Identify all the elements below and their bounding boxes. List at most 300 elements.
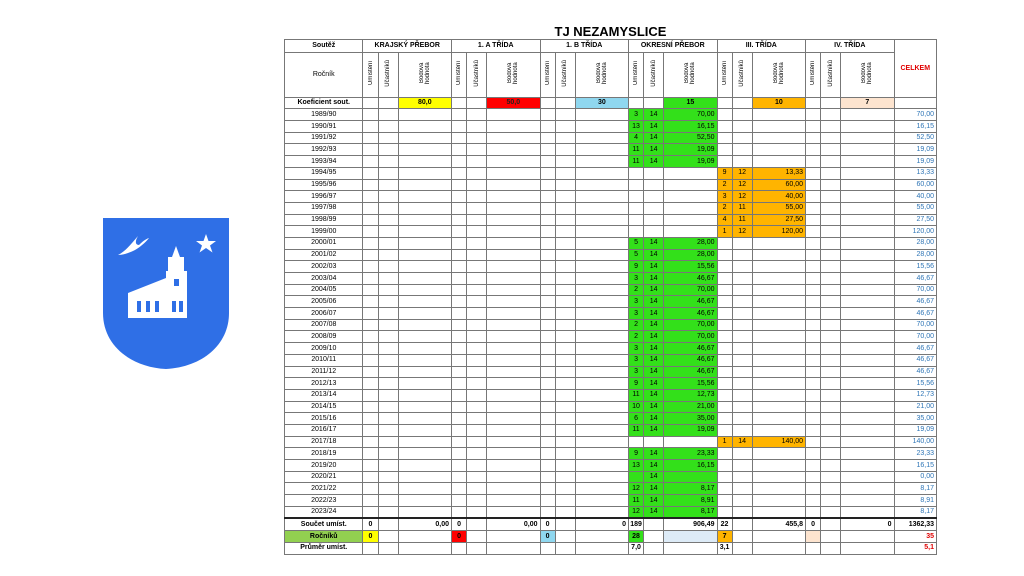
empty-cell <box>398 483 451 495</box>
empty-cell <box>398 471 451 483</box>
empty-cell <box>555 413 575 425</box>
empty-cell <box>575 366 628 378</box>
empty-cell <box>629 214 644 226</box>
empty-cell <box>717 308 732 320</box>
empty-cell <box>398 401 451 413</box>
empty-cell <box>487 343 540 355</box>
empty-cell <box>363 308 378 320</box>
point-value: 15,56 <box>664 261 717 273</box>
point-value: 120,00 <box>752 226 805 238</box>
empty-cell <box>752 144 805 156</box>
season-row <box>285 401 937 413</box>
empty-cell <box>452 179 467 191</box>
empty-cell <box>452 97 467 109</box>
empty-cell <box>575 296 628 308</box>
empty-cell <box>487 156 540 168</box>
empty-cell <box>467 144 487 156</box>
empty-cell <box>555 109 575 121</box>
empty-cell <box>378 202 398 214</box>
empty-cell <box>487 214 540 226</box>
empty-cell <box>540 495 555 507</box>
empty-cell <box>467 121 487 133</box>
empty-cell <box>487 366 540 378</box>
empty-cell <box>555 378 575 390</box>
empty-cell <box>752 354 805 366</box>
seasons-count: 28 <box>629 531 644 543</box>
empty-cell <box>378 471 398 483</box>
season-row <box>285 144 937 156</box>
participants: 14 <box>644 237 664 249</box>
empty-cell <box>575 191 628 203</box>
empty-cell <box>841 319 894 331</box>
empty-cell <box>841 424 894 436</box>
season-row <box>285 273 937 285</box>
empty-cell <box>841 273 894 285</box>
empty-cell <box>841 413 894 425</box>
point-value: 70,00 <box>664 284 717 296</box>
participants: 14 <box>644 249 664 261</box>
season-year: 2015/16 <box>285 413 363 425</box>
season-row <box>285 202 937 214</box>
empty-cell <box>752 284 805 296</box>
season-total: 15,56 <box>894 261 936 273</box>
empty-cell <box>555 156 575 168</box>
empty-cell <box>841 202 894 214</box>
season-total: 70,00 <box>894 284 936 296</box>
season-year: 2011/12 <box>285 366 363 378</box>
empty-cell <box>378 167 398 179</box>
empty-cell <box>487 331 540 343</box>
empty-cell <box>555 331 575 343</box>
empty-cell <box>363 483 378 495</box>
empty-cell <box>467 156 487 168</box>
empty-cell <box>752 109 805 121</box>
empty-cell <box>664 436 717 448</box>
empty-cell <box>540 436 555 448</box>
empty-cell <box>841 531 894 543</box>
subcolumn-header <box>575 53 628 98</box>
empty-cell <box>452 214 467 226</box>
empty-cell <box>717 424 732 436</box>
empty-cell <box>806 366 821 378</box>
empty-cell <box>467 249 487 261</box>
average-row <box>285 542 937 554</box>
empty-cell <box>717 261 732 273</box>
empty-cell <box>732 284 752 296</box>
empty-cell <box>664 202 717 214</box>
subcolumn-label: Účastníků <box>739 59 746 87</box>
empty-cell <box>398 319 451 331</box>
empty-cell <box>821 179 841 191</box>
empty-cell <box>575 413 628 425</box>
empty-cell <box>806 448 821 460</box>
empty-cell <box>752 343 805 355</box>
empty-cell <box>378 354 398 366</box>
empty-cell <box>717 331 732 343</box>
empty-cell <box>467 237 487 249</box>
empty-cell <box>452 366 467 378</box>
empty-cell <box>806 179 821 191</box>
empty-cell <box>467 132 487 144</box>
season-row <box>285 191 937 203</box>
empty-cell <box>555 319 575 331</box>
season-row <box>285 284 937 296</box>
participants: 14 <box>644 378 664 390</box>
empty-cell <box>555 495 575 507</box>
sum-placement: 0 <box>806 518 821 530</box>
empty-cell <box>806 296 821 308</box>
placement: 4 <box>717 214 732 226</box>
empty-cell <box>841 471 894 483</box>
season-row <box>285 389 937 401</box>
season-year: 1998/99 <box>285 214 363 226</box>
empty-cell <box>806 424 821 436</box>
empty-cell <box>841 401 894 413</box>
empty-cell <box>540 202 555 214</box>
average-placement <box>452 542 467 554</box>
empty-cell <box>555 237 575 249</box>
empty-cell <box>806 284 821 296</box>
empty-cell <box>487 531 540 543</box>
season-total: 12,73 <box>894 389 936 401</box>
empty-cell <box>378 518 398 530</box>
empty-cell <box>398 413 451 425</box>
empty-cell <box>540 460 555 472</box>
empty-cell <box>555 296 575 308</box>
empty-cell <box>752 237 805 249</box>
rocnik-label: Ročník <box>285 53 363 98</box>
placement: 12 <box>629 483 644 495</box>
empty-cell <box>806 413 821 425</box>
empty-cell <box>575 273 628 285</box>
season-total: 46,67 <box>894 343 936 355</box>
empty-cell <box>806 343 821 355</box>
empty-cell <box>452 436 467 448</box>
subcolumn-label: Bodová hodnota <box>507 62 520 84</box>
empty-cell <box>467 471 487 483</box>
empty-cell <box>732 542 752 554</box>
season-total: 46,67 <box>894 354 936 366</box>
placement: 3 <box>629 296 644 308</box>
point-value: 8,91 <box>664 495 717 507</box>
koeficient-value: 10 <box>752 97 805 109</box>
empty-cell <box>398 506 451 518</box>
empty-cell <box>732 448 752 460</box>
empty-cell <box>487 483 540 495</box>
empty-cell <box>806 460 821 472</box>
empty-cell <box>363 261 378 273</box>
average-total: 5,1 <box>894 542 936 554</box>
empty-cell <box>575 542 628 554</box>
empty-cell <box>821 167 841 179</box>
empty-cell <box>363 144 378 156</box>
season-total: 27,50 <box>894 214 936 226</box>
empty-cell <box>806 436 821 448</box>
empty-cell <box>378 366 398 378</box>
empty-cell <box>467 202 487 214</box>
average-placement: 3,1 <box>717 542 732 554</box>
empty-cell <box>841 448 894 460</box>
point-value: 46,67 <box>664 296 717 308</box>
empty-cell <box>841 343 894 355</box>
empty-cell <box>467 343 487 355</box>
empty-cell <box>487 471 540 483</box>
sheet-title: TJ NEZAMYSLICE <box>554 24 667 39</box>
empty-cell <box>575 226 628 238</box>
empty-cell <box>806 156 821 168</box>
subcolumn-header <box>398 53 451 98</box>
empty-cell <box>629 191 644 203</box>
empty-cell <box>467 483 487 495</box>
season-row <box>285 506 937 518</box>
seasons-count: 0 <box>363 531 378 543</box>
empty-cell <box>717 273 732 285</box>
empty-cell <box>752 121 805 133</box>
average-placement <box>363 542 378 554</box>
empty-cell <box>717 389 732 401</box>
empty-cell <box>555 308 575 320</box>
placement: 5 <box>629 237 644 249</box>
point-value <box>664 471 717 483</box>
empty-cell <box>487 308 540 320</box>
empty-cell <box>575 308 628 320</box>
empty-cell <box>821 121 841 133</box>
season-total: 8,91 <box>894 495 936 507</box>
empty-cell <box>664 214 717 226</box>
empty-cell <box>452 261 467 273</box>
empty-cell <box>752 378 805 390</box>
empty-cell <box>363 343 378 355</box>
subcolumn-header <box>752 53 805 98</box>
empty-cell <box>575 249 628 261</box>
empty-cell <box>732 531 752 543</box>
subcolumn-label: Bodová hodnota <box>861 62 874 84</box>
koeficient-value: 7 <box>841 97 894 109</box>
empty-cell <box>664 542 717 554</box>
empty-cell <box>732 354 752 366</box>
empty-cell <box>575 401 628 413</box>
empty-cell <box>644 97 664 109</box>
empty-cell <box>717 109 732 121</box>
placement: 2 <box>629 284 644 296</box>
empty-cell <box>806 331 821 343</box>
empty-cell <box>467 109 487 121</box>
empty-cell <box>378 389 398 401</box>
season-total: 19,09 <box>894 156 936 168</box>
subcolumn-header <box>821 53 841 98</box>
empty-cell <box>452 191 467 203</box>
empty-cell <box>717 237 732 249</box>
empty-cell <box>378 319 398 331</box>
prumer-label: Průměr umíst. <box>285 542 363 554</box>
league-header: KRAJSKÝ PŘEBOR <box>363 40 452 53</box>
empty-cell <box>363 319 378 331</box>
season-total: 23,33 <box>894 448 936 460</box>
empty-cell <box>467 226 487 238</box>
empty-cell <box>452 226 467 238</box>
empty-cell <box>806 214 821 226</box>
empty-cell <box>841 132 894 144</box>
empty-cell <box>821 531 841 543</box>
empty-cell <box>487 460 540 472</box>
empty-cell <box>821 214 841 226</box>
subcolumn-header <box>452 53 467 98</box>
participants: 12 <box>732 226 752 238</box>
subcolumn-label: Umístění <box>367 60 374 85</box>
season-year: 2003/04 <box>285 273 363 285</box>
empty-cell <box>806 389 821 401</box>
empty-cell <box>467 319 487 331</box>
empty-cell <box>555 366 575 378</box>
placement <box>629 471 644 483</box>
empty-cell <box>821 296 841 308</box>
empty-cell <box>752 542 805 554</box>
subcolumn-header <box>487 53 540 98</box>
empty-cell <box>378 226 398 238</box>
empty-cell <box>555 226 575 238</box>
season-total: 28,00 <box>894 237 936 249</box>
empty-cell <box>540 273 555 285</box>
empty-cell <box>378 179 398 191</box>
season-total: 140,00 <box>894 436 936 448</box>
empty-cell <box>555 273 575 285</box>
empty-cell <box>644 179 664 191</box>
empty-cell <box>363 132 378 144</box>
seasons-count <box>806 531 821 543</box>
season-year: 1993/94 <box>285 156 363 168</box>
placement: 1 <box>717 226 732 238</box>
empty-cell <box>717 495 732 507</box>
empty-cell <box>555 401 575 413</box>
point-value: 8,17 <box>664 506 717 518</box>
empty-cell <box>752 132 805 144</box>
empty-cell <box>540 366 555 378</box>
empty-cell <box>644 518 664 530</box>
empty-cell <box>555 343 575 355</box>
empty-cell <box>629 97 644 109</box>
participants: 14 <box>644 308 664 320</box>
subcolumn-label: Umístění <box>544 60 551 85</box>
subcolumn-label: Účastníků <box>385 59 392 87</box>
season-year: 2008/09 <box>285 331 363 343</box>
empty-cell <box>452 284 467 296</box>
empty-cell <box>806 97 821 109</box>
empty-cell <box>821 132 841 144</box>
empty-cell <box>467 424 487 436</box>
season-row <box>285 448 937 460</box>
participants: 14 <box>644 261 664 273</box>
empty-cell <box>378 495 398 507</box>
empty-cell <box>555 506 575 518</box>
empty-cell <box>398 542 451 554</box>
empty-cell <box>487 354 540 366</box>
season-year: 2022/23 <box>285 495 363 507</box>
empty-cell <box>540 132 555 144</box>
season-row <box>285 483 937 495</box>
season-total: 70,00 <box>894 331 936 343</box>
empty-cell <box>363 366 378 378</box>
participants: 14 <box>732 436 752 448</box>
empty-cell <box>452 460 467 472</box>
subcolumn-label: Bodová hodnota <box>595 62 608 84</box>
empty-cell <box>398 366 451 378</box>
koeficient-row <box>285 97 937 109</box>
empty-cell <box>378 156 398 168</box>
participants: 14 <box>644 389 664 401</box>
empty-cell <box>841 261 894 273</box>
point-value: 15,56 <box>664 378 717 390</box>
season-row <box>285 214 937 226</box>
empty-cell <box>717 471 732 483</box>
empty-cell <box>452 308 467 320</box>
empty-cell <box>487 121 540 133</box>
empty-cell <box>378 284 398 296</box>
empty-cell <box>575 483 628 495</box>
empty-cell <box>487 191 540 203</box>
empty-cell <box>717 121 732 133</box>
participants: 14 <box>644 471 664 483</box>
placement: 3 <box>629 109 644 121</box>
empty-cell <box>363 237 378 249</box>
empty-cell <box>821 424 841 436</box>
empty-cell <box>644 191 664 203</box>
empty-cell <box>821 354 841 366</box>
season-year: 1999/00 <box>285 226 363 238</box>
season-year: 1995/96 <box>285 179 363 191</box>
empty-cell <box>452 483 467 495</box>
empty-cell <box>467 518 487 530</box>
season-year: 2000/01 <box>285 237 363 249</box>
empty-cell <box>398 261 451 273</box>
empty-cell <box>378 378 398 390</box>
empty-cell <box>732 401 752 413</box>
season-row <box>285 308 937 320</box>
season-row <box>285 237 937 249</box>
empty-cell <box>841 378 894 390</box>
empty-cell <box>644 214 664 226</box>
league-header: 1. B TŘÍDA <box>540 40 629 53</box>
season-row <box>285 167 937 179</box>
empty-cell <box>452 354 467 366</box>
empty-cell <box>467 378 487 390</box>
empty-cell <box>452 343 467 355</box>
empty-cell <box>806 191 821 203</box>
empty-cell <box>378 214 398 226</box>
results-spreadsheet <box>284 24 937 555</box>
season-row <box>285 156 937 168</box>
empty-cell <box>841 331 894 343</box>
empty-cell <box>821 378 841 390</box>
point-value: 46,67 <box>664 354 717 366</box>
season-year: 2021/22 <box>285 483 363 495</box>
empty-cell <box>752 448 805 460</box>
empty-cell <box>752 413 805 425</box>
empty-cell <box>398 237 451 249</box>
season-year: 1990/91 <box>285 121 363 133</box>
empty-cell <box>821 261 841 273</box>
empty-cell <box>378 531 398 543</box>
empty-cell <box>752 366 805 378</box>
empty-cell <box>821 483 841 495</box>
placement: 11 <box>629 495 644 507</box>
empty-cell <box>717 378 732 390</box>
league-header: IV. TŘÍDA <box>806 40 895 53</box>
empty-cell <box>717 448 732 460</box>
empty-cell <box>363 448 378 460</box>
empty-cell <box>575 237 628 249</box>
empty-cell <box>752 483 805 495</box>
empty-cell <box>378 483 398 495</box>
